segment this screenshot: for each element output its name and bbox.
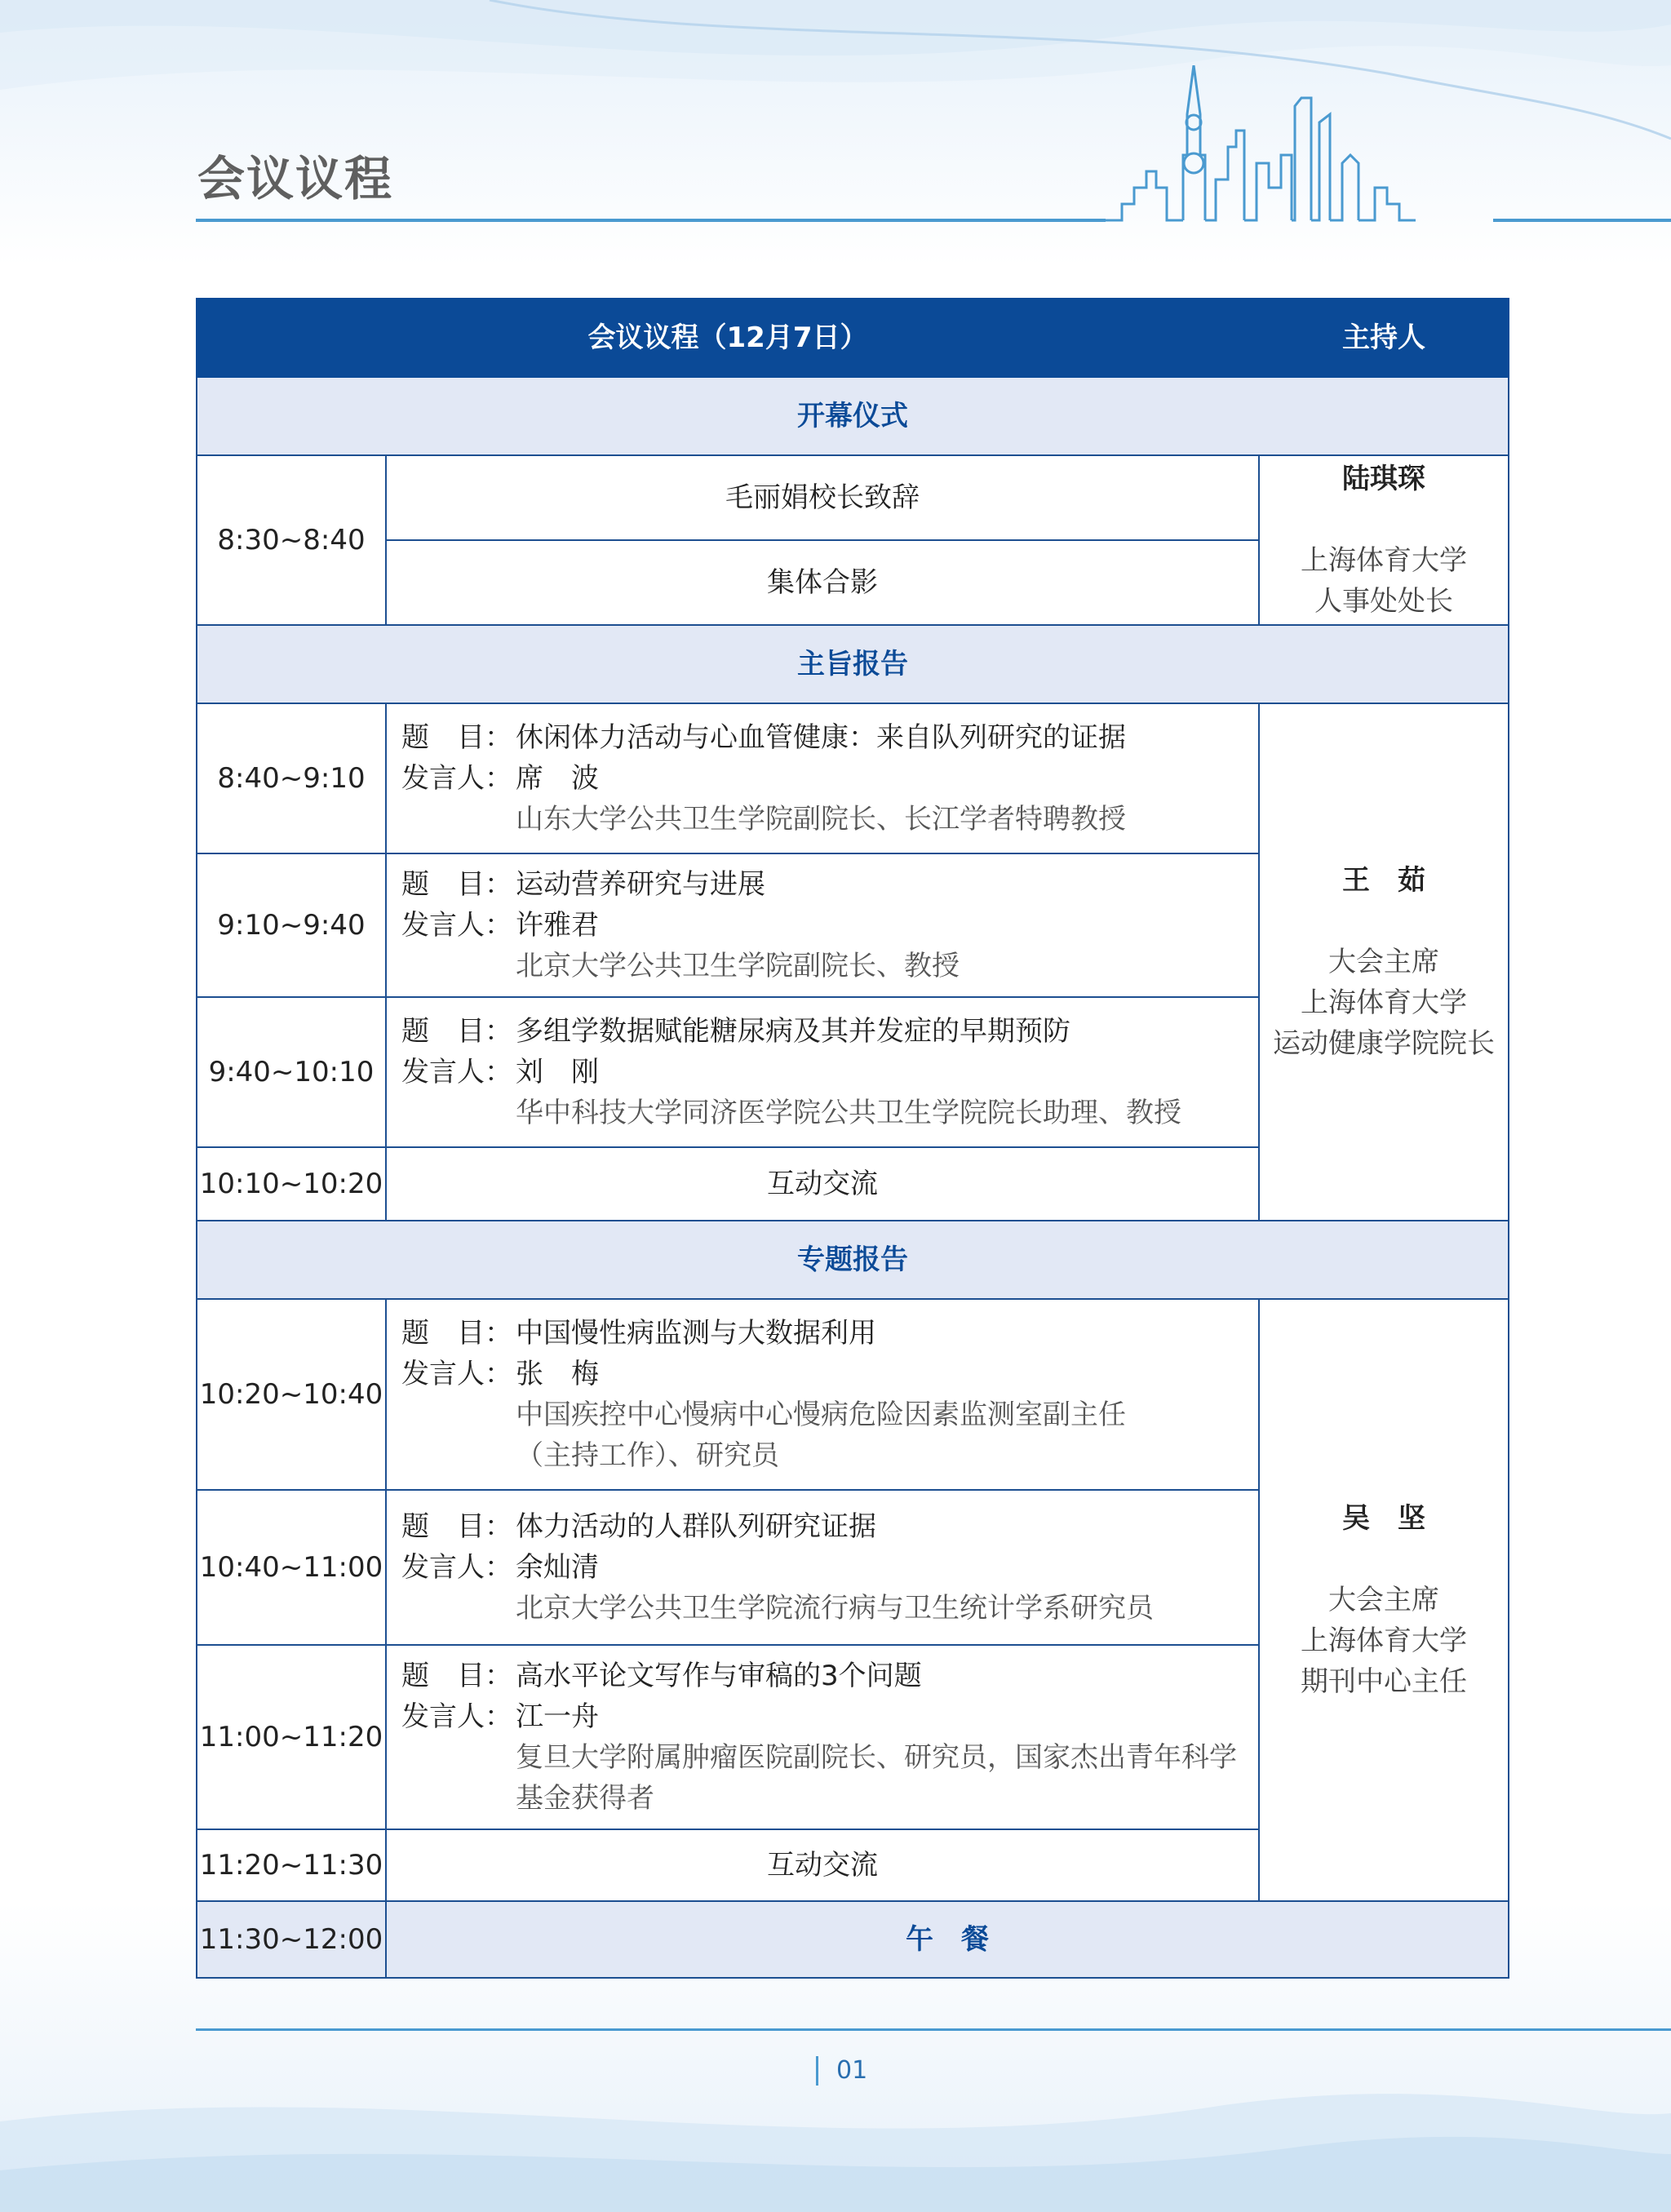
talk-cell [386,1645,1259,1829]
talk-cell [386,1299,1259,1490]
section-row-keynote [197,625,1509,703]
host-cell-keynote [1259,703,1509,1221]
talk-cell [386,853,1259,997]
time-cell: 11:00~11:20 [197,1645,386,1829]
host-name: 吴 坚 [1342,1502,1426,1535]
table-row [197,703,1509,853]
talk-speaker: 张 梅 [516,1358,599,1390]
opening-item-speech: 毛丽娟校长致辞 [386,455,1259,540]
time-cell: 9:10~9:40 [197,853,386,997]
agenda-header: 会议议程（12月7日） [197,299,1259,377]
time-cell: 10:40~11:00 [197,1490,386,1645]
speaker-label: 发言人： [401,1056,512,1088]
host-title-line: 运动健康学院院长 [1273,1027,1496,1060]
talk-topic: 高水平论文写作与审稿的3个问题 [516,1660,922,1692]
talk-speaker: 席 波 [516,762,599,795]
time-cell: 10:20~10:40 [197,1299,386,1490]
speaker-affiliation: 北京大学公共卫生学院副院长、教授 [516,950,960,982]
time-cell: 10:10~10:20 [197,1147,386,1221]
topic-label: 题 目： [401,1317,512,1350]
city-skyline-icon [1106,65,1497,224]
speaker-label: 发言人： [401,909,512,942]
topic-label: 题 目： [401,1660,512,1692]
talk-topic: 休闲体力活动与心血管健康：来自队列研究的证据 [516,721,1126,754]
talk-cell [386,997,1259,1147]
time-cell: 9:40~10:10 [197,997,386,1147]
speaker-affiliation: 山东大学公共卫生学院副院长、长江学者特聘教授 [516,803,1126,836]
title-underline [196,219,1106,222]
section-title-special: 专题报告 [197,1221,1509,1299]
host-cell-opening [1259,455,1509,625]
talk-speaker: 许雅君 [516,909,599,942]
talk-speaker: 江一舟 [516,1700,599,1733]
topic-label: 题 目： [401,868,512,901]
host-title-line: 大会主席 [1328,946,1440,978]
title-underline-right [1493,219,1671,222]
host-cell-special [1259,1299,1509,1901]
table-row [197,1299,1509,1490]
host-title-line: 上海体育大学 [1301,1625,1468,1657]
footer-rule [196,2028,1671,2031]
speaker-label: 发言人： [401,762,512,795]
topic-label: 题 目： [401,1015,512,1048]
lunch-label: 午 餐 [386,1901,1509,1978]
speaker-label: 发言人： [401,1700,512,1733]
talk-speaker: 余灿清 [516,1551,599,1584]
lunch-row [197,1901,1509,1978]
time-cell: 8:40~9:10 [197,703,386,853]
section-title-keynote: 主旨报告 [197,625,1509,703]
topic-label: 题 目： [401,1510,512,1543]
talk-topic: 多组学数据赋能糖尿病及其并发症的早期预防 [516,1015,1070,1048]
talk-speaker: 刘 刚 [516,1056,599,1088]
time-cell: 11:20~11:30 [197,1829,386,1901]
page-number: 01 [816,2056,902,2086]
talk-topic: 中国慢性病监测与大数据利用 [516,1317,876,1350]
host-header: 主持人 [1259,299,1509,377]
talk-cell [386,1490,1259,1645]
host-name: 陆琪琛 [1342,463,1426,495]
section-row-opening [197,377,1509,455]
speaker-label: 发言人： [401,1358,512,1390]
page-title: 会议议程 [197,151,394,206]
interaction-break: 互动交流 [386,1829,1259,1901]
table-row [197,455,1509,540]
speaker-affiliation: 华中科技大学同济医学院公共卫生学院院长助理、教授 [516,1097,1181,1129]
speaker-affiliation: 北京大学公共卫生学院流行病与卫生统计学系研究员 [516,1592,1154,1625]
topic-label: 题 目： [401,721,512,754]
talk-cell [386,703,1259,853]
time-cell: 8:30~8:40 [197,455,386,625]
host-title-line: 大会主席 [1328,1584,1440,1616]
section-row-special [197,1221,1509,1299]
host-title-line: 上海体育大学 [1301,544,1468,577]
host-title-line: 期刊中心主任 [1301,1665,1468,1698]
speaker-label: 发言人： [401,1551,512,1584]
table-header-row [197,299,1509,377]
host-name: 王 茹 [1342,864,1426,897]
talk-topic: 运动营养研究与进展 [516,868,765,901]
section-title-opening: 开幕仪式 [197,377,1509,455]
speaker-affiliation-cont: （主持工作）、研究员 [516,1439,779,1472]
host-title-line: 上海体育大学 [1301,986,1468,1019]
speaker-affiliation-cont: 基金获得者 [516,1782,654,1815]
agenda-table [196,298,1509,1979]
opening-item-photo: 集体合影 [386,540,1259,625]
time-cell: 11:30~12:00 [197,1901,386,1978]
speaker-affiliation: 复旦大学附属肿瘤医院副院长、研究员，国家杰出青年科学 [516,1741,1237,1774]
talk-topic: 体力活动的人群队列研究证据 [516,1510,876,1543]
host-title-line: 人事处处长 [1314,585,1454,618]
speaker-affiliation: 中国疾控中心慢病中心慢病危险因素监测室副主任 [516,1399,1126,1431]
interaction-break: 互动交流 [386,1147,1259,1221]
